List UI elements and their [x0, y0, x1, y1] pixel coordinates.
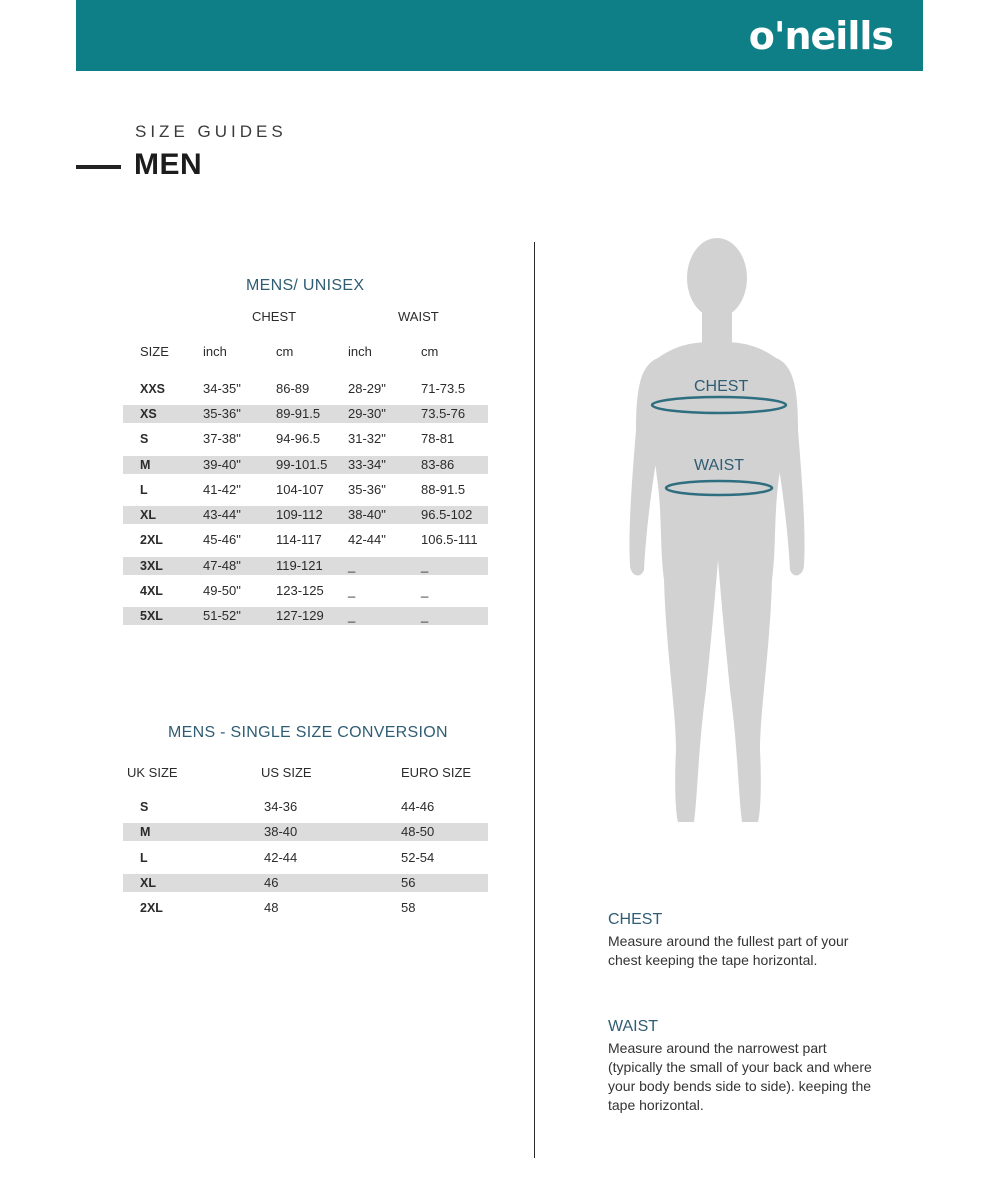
chest-cm-cell: 114-117: [276, 532, 322, 547]
human-silhouette-icon: [629, 238, 804, 822]
euro-size-cell: 58: [401, 900, 416, 915]
uk-size-cell: 2XL: [140, 901, 163, 915]
waist-cm-cell: _: [421, 608, 429, 623]
waist-inch-cell: _: [348, 558, 356, 573]
uk-size-cell: M: [140, 825, 151, 839]
chest-cm-cell: 99-101.5: [276, 457, 328, 472]
waist-cm-cell: _: [421, 583, 429, 598]
header-bar: [76, 0, 923, 71]
body-silhouette-figure: [600, 230, 840, 830]
euro-size-header: EURO SIZE: [401, 765, 472, 780]
euro-size-cell: 44-46: [401, 799, 435, 814]
table-row: [123, 899, 488, 917]
waist-cm-cell: 83-86: [421, 457, 455, 472]
table-row: [123, 849, 488, 867]
chest-cm-cell: 86-89: [276, 381, 310, 396]
waist-inch-cell: _: [348, 583, 356, 598]
uk-size-cell: L: [140, 851, 148, 865]
table-row: [123, 874, 488, 892]
size-cell: 4XL: [140, 584, 163, 598]
waist-inch-cell: 35-36": [348, 482, 386, 497]
chest-inch-cell: 37-38": [203, 431, 241, 446]
euro-size-cell: 56: [401, 875, 416, 890]
waist-cm-cell: 88-91.5: [421, 482, 466, 497]
waist-group-header: WAIST: [398, 309, 439, 324]
chest-cm-cell: 109-112: [276, 507, 323, 522]
chest-inch-cell: 34-35": [203, 381, 241, 396]
chest-inch-cell: 47-48": [203, 558, 241, 573]
chest-cm-cell: 89-91.5: [276, 406, 321, 421]
waist-cm-cell: _: [421, 558, 429, 573]
us-size-cell: 48: [264, 900, 279, 915]
mens-unisex-title: MENS/ UNISEX: [246, 277, 365, 294]
size-cell: 3XL: [140, 559, 163, 573]
table-row: [123, 506, 488, 524]
chest-inch-cell: 51-52": [203, 608, 241, 623]
waist-cm-cell: 96.5-102: [421, 507, 473, 522]
waist-cm-cell: 78-81: [421, 431, 455, 446]
table-row: [123, 531, 488, 549]
guide-kicker: SIZE GUIDES: [135, 122, 287, 141]
waist-cm-cell: 71-73.5: [421, 381, 466, 396]
us-size-cell: 38-40: [264, 824, 298, 839]
chest-inch-cell: 45-46": [203, 532, 241, 547]
waist-inch-cell: 28-29": [348, 381, 386, 396]
table-row: [123, 798, 488, 816]
size-cell: S: [140, 432, 149, 446]
table-row: [123, 607, 488, 625]
table-row: [123, 481, 488, 499]
table-row: [123, 823, 488, 841]
waist-note-text: Measure around the narrowest part (typically the small of your back and where your body bends side to side). keeping the tape horizontal.: [608, 1040, 872, 1113]
us-size-header: US SIZE: [261, 765, 312, 780]
table-row: [123, 380, 488, 398]
page-title: MEN: [134, 148, 203, 181]
waist-inch-cell: 33-34": [348, 457, 386, 472]
size-cell: XS: [140, 407, 157, 421]
chest-cm-cell: 127-129: [276, 608, 324, 623]
chest-cm-cell: 123-125: [276, 583, 324, 598]
uk-size-cell: XL: [140, 876, 156, 890]
conversion-title: MENS - SINGLE SIZE CONVERSION: [168, 724, 448, 741]
uk-size-header: UK SIZE: [127, 765, 178, 780]
us-size-cell: 34-36: [264, 799, 298, 814]
table-row: [123, 557, 488, 575]
brand-logo: o'neills: [748, 14, 893, 58]
euro-size-cell: 52-54: [401, 850, 435, 865]
chest-cm-cell: 104-107: [276, 482, 324, 497]
chest-cm-cell: 119-121: [276, 558, 323, 573]
column-divider: [534, 242, 535, 1158]
chest-note-text: Measure around the fullest part of your chest keeping the tape horizontal.: [608, 933, 849, 968]
waist-cm-cell: 73.5-76: [421, 406, 466, 421]
uk-size-cell: S: [140, 800, 149, 814]
chest-inch-cell: 43-44": [203, 507, 241, 522]
figure-waist-label: WAIST: [694, 457, 745, 474]
waist-inch-cell: 42-44": [348, 532, 386, 547]
chest-inch-cell: 49-50": [203, 583, 241, 598]
size-cell: 2XL: [140, 533, 163, 547]
waist-cm-header: cm: [421, 344, 439, 359]
size-col-header: SIZE: [140, 344, 169, 359]
table-row: [123, 430, 488, 448]
waist-inch-header: inch: [348, 344, 372, 359]
chest-cm-cell: 94-96.5: [276, 431, 321, 446]
waist-note-title: WAIST: [608, 1018, 659, 1035]
waist-inch-cell: 38-40": [348, 507, 386, 522]
waist-cm-cell: 106.5-111: [421, 532, 478, 547]
size-cell: 5XL: [140, 609, 163, 623]
waist-inch-cell: _: [348, 608, 356, 623]
figure-chest-label: CHEST: [694, 378, 749, 395]
us-size-cell: 42-44: [264, 850, 298, 865]
chest-inch-cell: 35-36": [203, 406, 241, 421]
size-cell: XL: [140, 508, 156, 522]
chest-note-title: CHEST: [608, 911, 663, 928]
us-size-cell: 46: [264, 875, 279, 890]
waist-inch-cell: 31-32": [348, 431, 386, 446]
euro-size-cell: 48-50: [401, 824, 435, 839]
chest-cm-header: cm: [276, 344, 294, 359]
size-cell: M: [140, 458, 151, 472]
chest-inch-header: inch: [203, 344, 227, 359]
table-row: [123, 405, 488, 423]
size-cell: L: [140, 483, 148, 497]
title-rule: [76, 165, 121, 169]
table-row: [123, 582, 488, 600]
chest-inch-cell: 39-40": [203, 457, 241, 472]
waist-inch-cell: 29-30": [348, 406, 386, 421]
size-cell: XXS: [140, 382, 166, 396]
table-row: [123, 456, 488, 474]
chest-inch-cell: 41-42": [203, 482, 241, 497]
chest-group-header: CHEST: [252, 309, 297, 324]
